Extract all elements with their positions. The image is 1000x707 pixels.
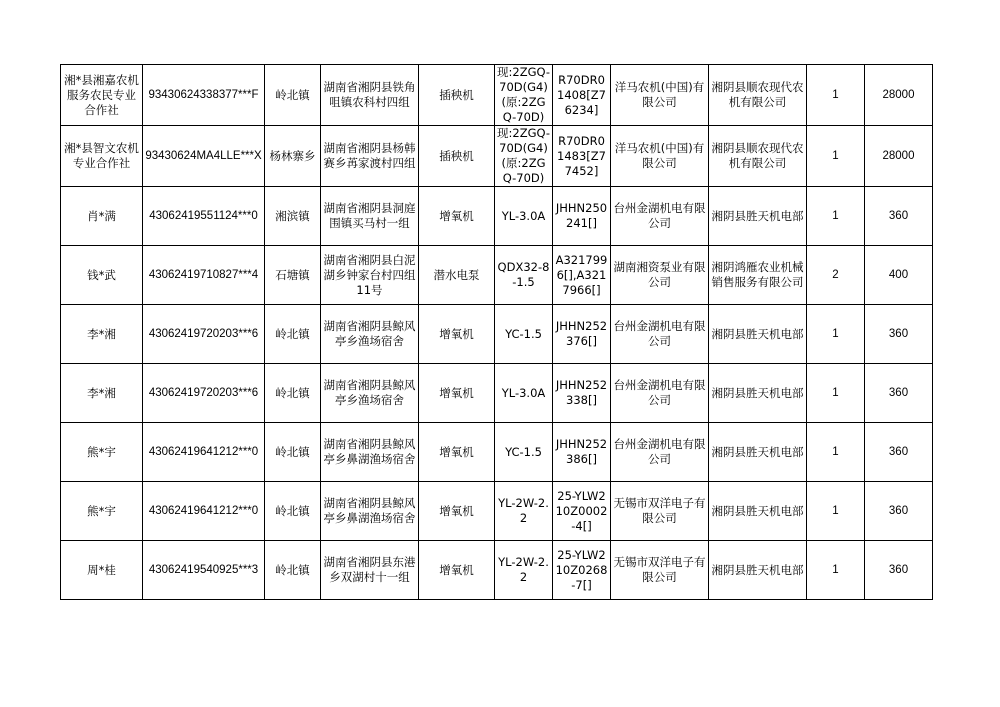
town-cell: 岭北镇	[265, 423, 321, 482]
model-cell: YL-3.0A	[495, 187, 553, 246]
quantity-cell: 1	[807, 364, 865, 423]
address-cell: 湖南省湘阴县鲸风亭乡鼻湖渔场宿舍	[321, 482, 419, 541]
town-cell: 岭北镇	[265, 482, 321, 541]
quantity-cell: 1	[807, 65, 865, 126]
serial-number-cell: JHHN252386[]	[553, 423, 611, 482]
buyer-name-cell: 湘*县湘嘉农机服务农民专业合作社	[61, 65, 143, 126]
manufacturer-cell: 台州金湖机电有限公司	[611, 364, 709, 423]
buyer-name-cell: 熊*宇	[61, 482, 143, 541]
buyer-name-cell: 熊*宇	[61, 423, 143, 482]
table-row	[61, 187, 933, 246]
model-cell: 现:2ZGQ-70D(G4)(原:2ZGQ-70D)	[495, 126, 553, 187]
id-number-cell: 43062419720203***6	[143, 305, 265, 364]
address-cell: 湖南省湘阴县杨韩赛乡苒家渡村四组	[321, 126, 419, 187]
subsidy-amount-cell: 360	[865, 305, 933, 364]
machine-type-cell: 增氧机	[419, 423, 495, 482]
buyer-name-cell: 肖*满	[61, 187, 143, 246]
model-cell: YL-2W-2.2	[495, 482, 553, 541]
address-cell: 湖南省湘阴县洞庭围镇买马村一组	[321, 187, 419, 246]
serial-number-cell: 25-YLW210Z0002-4[]	[553, 482, 611, 541]
dealer-cell: 湘阴县顺农现代农机有限公司	[709, 126, 807, 187]
subsidy-amount-cell: 360	[865, 364, 933, 423]
table-row	[61, 65, 933, 126]
machine-type-cell: 插秧机	[419, 65, 495, 126]
table-row	[61, 305, 933, 364]
table-row	[61, 126, 933, 187]
dealer-cell: 湘阴鸿雁农业机械销售服务有限公司	[709, 246, 807, 305]
subsidy-amount-cell: 360	[865, 482, 933, 541]
id-number-cell: 43062419540925***3	[143, 541, 265, 600]
table-row	[61, 246, 933, 305]
model-cell: YC-1.5	[495, 423, 553, 482]
model-cell: YL-2W-2.2	[495, 541, 553, 600]
serial-number-cell: R70DR01408[Z76234]	[553, 65, 611, 126]
town-cell: 岭北镇	[265, 541, 321, 600]
manufacturer-cell: 无锡市双洋电子有限公司	[611, 541, 709, 600]
dealer-cell: 湘阴县胜天机电部	[709, 187, 807, 246]
id-number-cell: 93430624MA4LLE***X	[143, 126, 265, 187]
manufacturer-cell: 台州金湖机电有限公司	[611, 187, 709, 246]
dealer-cell: 湘阴县胜天机电部	[709, 364, 807, 423]
subsidy-amount-cell: 28000	[865, 65, 933, 126]
address-cell: 湖南省湘阴县白泥湖乡钟家台村四组11号	[321, 246, 419, 305]
serial-number-cell: A3217996[],A3217966[]	[553, 246, 611, 305]
id-number-cell: 43062419641212***0	[143, 482, 265, 541]
table-row	[61, 541, 933, 600]
machine-type-cell: 增氧机	[419, 541, 495, 600]
dealer-cell: 湘阴县胜天机电部	[709, 423, 807, 482]
manufacturer-cell: 湖南湘资泵业有限公司	[611, 246, 709, 305]
table-row	[61, 423, 933, 482]
subsidy-amount-cell: 360	[865, 187, 933, 246]
model-cell: YL-3.0A	[495, 364, 553, 423]
address-cell: 湖南省湘阴县鲸风亭乡鼻湖渔场宿舍	[321, 423, 419, 482]
buyer-name-cell: 湘*县智文农机专业合作社	[61, 126, 143, 187]
model-cell: QDX32-8-1.5	[495, 246, 553, 305]
machine-type-cell: 增氧机	[419, 305, 495, 364]
table-row	[61, 364, 933, 423]
serial-number-cell: JHHN250241[]	[553, 187, 611, 246]
address-cell: 湖南省湘阴县鲸风亭乡渔场宿舍	[321, 364, 419, 423]
id-number-cell: 43062419551124***0	[143, 187, 265, 246]
quantity-cell: 1	[807, 126, 865, 187]
town-cell: 石塘镇	[265, 246, 321, 305]
manufacturer-cell: 洋马农机(中国)有限公司	[611, 126, 709, 187]
dealer-cell: 湘阴县胜天机电部	[709, 482, 807, 541]
town-cell: 湘滨镇	[265, 187, 321, 246]
town-cell: 杨林寨乡	[265, 126, 321, 187]
machine-type-cell: 增氧机	[419, 364, 495, 423]
manufacturer-cell: 洋马农机(中国)有限公司	[611, 65, 709, 126]
town-cell: 岭北镇	[265, 65, 321, 126]
table-row	[61, 482, 933, 541]
town-cell: 岭北镇	[265, 364, 321, 423]
machine-type-cell: 插秧机	[419, 126, 495, 187]
buyer-name-cell: 钱*武	[61, 246, 143, 305]
quantity-cell: 1	[807, 305, 865, 364]
quantity-cell: 2	[807, 246, 865, 305]
quantity-cell: 1	[807, 423, 865, 482]
serial-number-cell: 25-YLW210Z0268-7[]	[553, 541, 611, 600]
id-number-cell: 43062419710827***4	[143, 246, 265, 305]
model-cell: 现:2ZGQ-70D(G4)(原:2ZGQ-70D)	[495, 65, 553, 126]
buyer-name-cell: 周*桂	[61, 541, 143, 600]
dealer-cell: 湘阴县胜天机电部	[709, 541, 807, 600]
machine-type-cell: 增氧机	[419, 187, 495, 246]
dealer-cell: 湘阴县顺农现代农机有限公司	[709, 65, 807, 126]
machine-type-cell: 增氧机	[419, 482, 495, 541]
serial-number-cell: JHHN252338[]	[553, 364, 611, 423]
quantity-cell: 1	[807, 541, 865, 600]
serial-number-cell: JHHN252376[]	[553, 305, 611, 364]
manufacturer-cell: 台州金湖机电有限公司	[611, 423, 709, 482]
subsidy-amount-cell: 360	[865, 541, 933, 600]
buyer-name-cell: 李*湘	[61, 305, 143, 364]
subsidy-table	[60, 64, 933, 600]
subsidy-amount-cell: 28000	[865, 126, 933, 187]
town-cell: 岭北镇	[265, 305, 321, 364]
quantity-cell: 1	[807, 482, 865, 541]
address-cell: 湖南省湘阴县铁角咀镇农科村四组	[321, 65, 419, 126]
manufacturer-cell: 台州金湖机电有限公司	[611, 305, 709, 364]
manufacturer-cell: 无锡市双洋电子有限公司	[611, 482, 709, 541]
id-number-cell: 93430624338377***F	[143, 65, 265, 126]
quantity-cell: 1	[807, 187, 865, 246]
id-number-cell: 43062419720203***6	[143, 364, 265, 423]
subsidy-amount-cell: 400	[865, 246, 933, 305]
buyer-name-cell: 李*湘	[61, 364, 143, 423]
serial-number-cell: R70DR01483[Z77452]	[553, 126, 611, 187]
table-body	[61, 65, 933, 600]
model-cell: YC-1.5	[495, 305, 553, 364]
address-cell: 湖南省湘阴县东港乡双湖村十一组	[321, 541, 419, 600]
id-number-cell: 43062419641212***0	[143, 423, 265, 482]
address-cell: 湖南省湘阴县鲸风亭乡渔场宿舍	[321, 305, 419, 364]
machine-type-cell: 潜水电泵	[419, 246, 495, 305]
subsidy-amount-cell: 360	[865, 423, 933, 482]
dealer-cell: 湘阴县胜天机电部	[709, 305, 807, 364]
